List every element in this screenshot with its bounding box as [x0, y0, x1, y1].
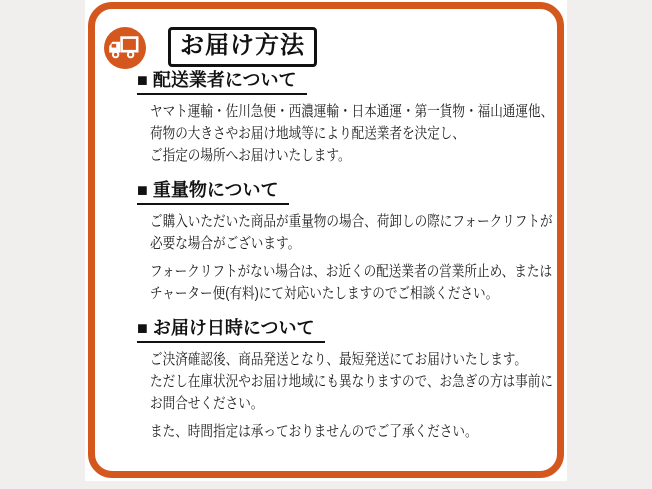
section-delivery-datetime [137, 318, 562, 443]
section-body [137, 211, 562, 305]
panel-header [103, 26, 317, 70]
body-line: お問合せください。 [150, 395, 264, 412]
paragraph [150, 261, 562, 305]
section-title: ■ お届け日時について [137, 318, 325, 343]
page-title: お届け方法 [168, 27, 317, 67]
body-line: ただし在庫状況やお届け地域にも異なりますので、お急ぎの方は事前に [150, 373, 553, 390]
body-line: 荷物の大きさやお届け地域等により配送業者を決定し、 [150, 125, 466, 142]
paragraph [150, 101, 562, 167]
section-body [137, 101, 562, 167]
paragraph [150, 349, 562, 415]
body-line: 必要な場合がございます。 [150, 235, 301, 252]
body-line: また、時間指定は承っておりませんのでご了承ください。 [150, 423, 478, 440]
delivery-info-panel [85, 0, 567, 481]
body-line: ご購入いただいた商品が重量物の場合、荷卸しの際にフォークリフトが [150, 213, 553, 230]
panel-content [137, 70, 562, 456]
section-body [137, 349, 562, 443]
section-shipping-carriers [137, 70, 562, 167]
truck-icon [103, 26, 147, 70]
section-heavy-items [137, 180, 562, 305]
section-title: ■ 配送業者について [137, 70, 307, 95]
paragraph [150, 421, 562, 443]
body-line: ご指定の場所へお届けいたします。 [150, 147, 351, 164]
body-line: フォークリフトがない場合は、お近くの配送業者の営業所止め、または [150, 263, 553, 280]
section-title: ■ 重量物について [137, 180, 289, 205]
paragraph [150, 211, 562, 255]
body-line: ご決済確認後、商品発送となり、最短発送にてお届けいたします。 [150, 351, 528, 368]
body-line: チャーター便(有料)にて対応いたしますのでご相談ください。 [150, 285, 499, 302]
body-line: ヤマト運輸・佐川急便・西濃運輸・日本通運・第一貨物・福山通運他、 [150, 103, 554, 120]
